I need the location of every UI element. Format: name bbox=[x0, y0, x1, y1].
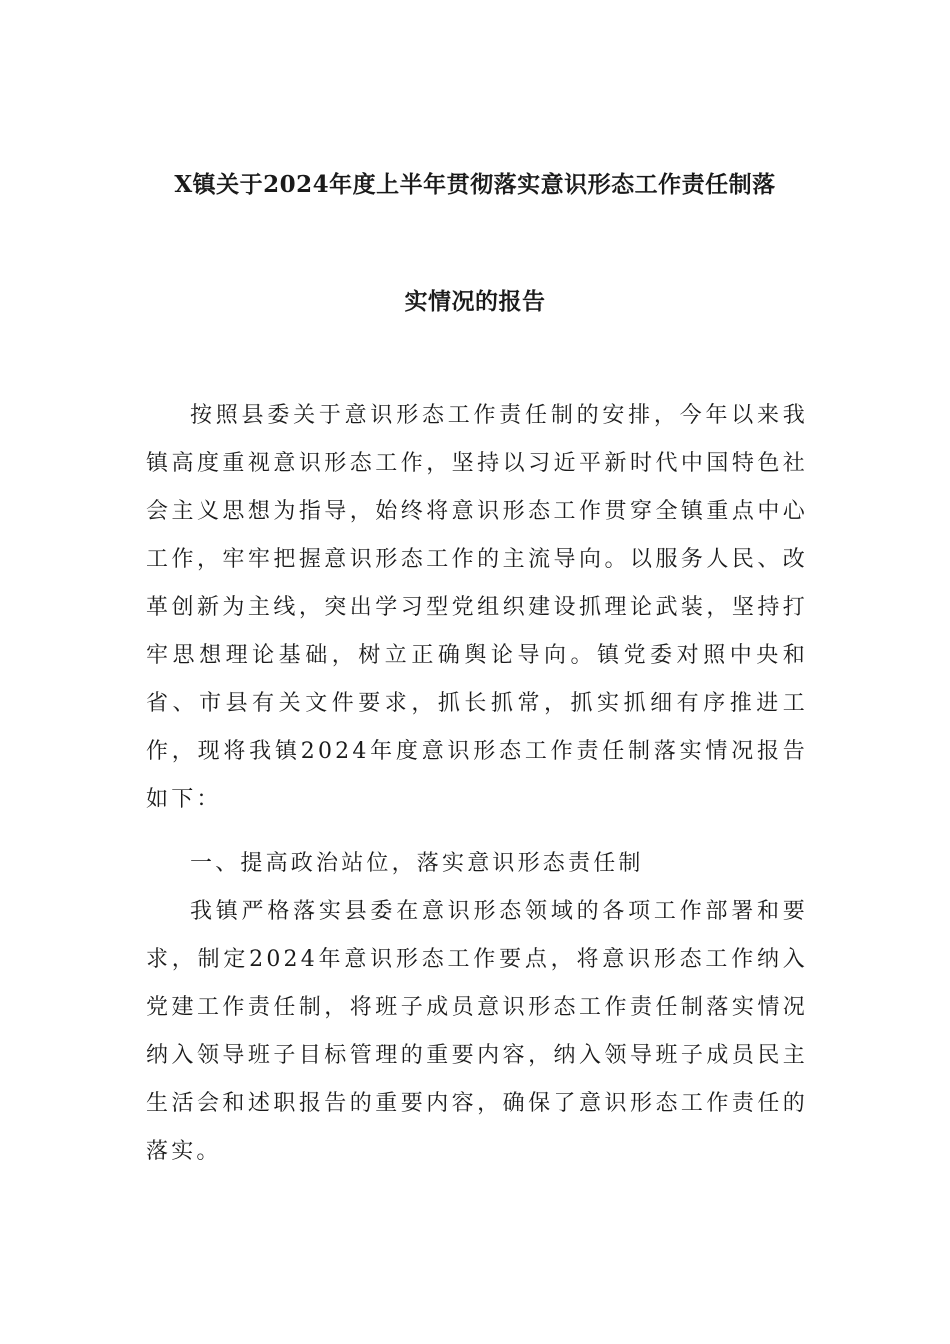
document-title-line-1: X镇关于2024年度上半年贯彻落实意识形态工作责任制落 bbox=[174, 171, 776, 198]
section-heading-1: 一、提高政治站位，落实意识形态责任制 bbox=[190, 851, 644, 876]
paragraph-section-1: 我镇严格落实县委在意识形态领域的各项工作部署和要求，制定2024年意识形态工作要点，将意识形态工作纳入党建工作责任制，将班子成员意识形态工作责任制落实情况纳入领导班子目标管理的重要内容，纳入领导班子成员民主生活会和述职报告的重要内容，确保了意识形态工作责任的落实。 bbox=[146, 899, 808, 1164]
paragraph-intro: 按照县委关于意识形态工作责任制的安排，今年以来我镇高度重视意识形态工作，坚持以习近平新时代中国特色社会主义思想为指导，始终将意识形态工作贯穿全镇重点中心工作，牢牢把握意识形态工作的主流导向。以服务人民、改革创新为主线，突出学习型党组织建设抓理论武装，坚持打牢思想理论基础，树立正确舆论导向。镇党委对照中央和省、市县有关文件要求，抓长抓常，抓实抓细有序推进工作，现将我镇2024年度意识形态工作责任制落实情况报告如下： bbox=[146, 403, 808, 812]
document-title-line-2: 实情况的报告 bbox=[404, 288, 546, 315]
